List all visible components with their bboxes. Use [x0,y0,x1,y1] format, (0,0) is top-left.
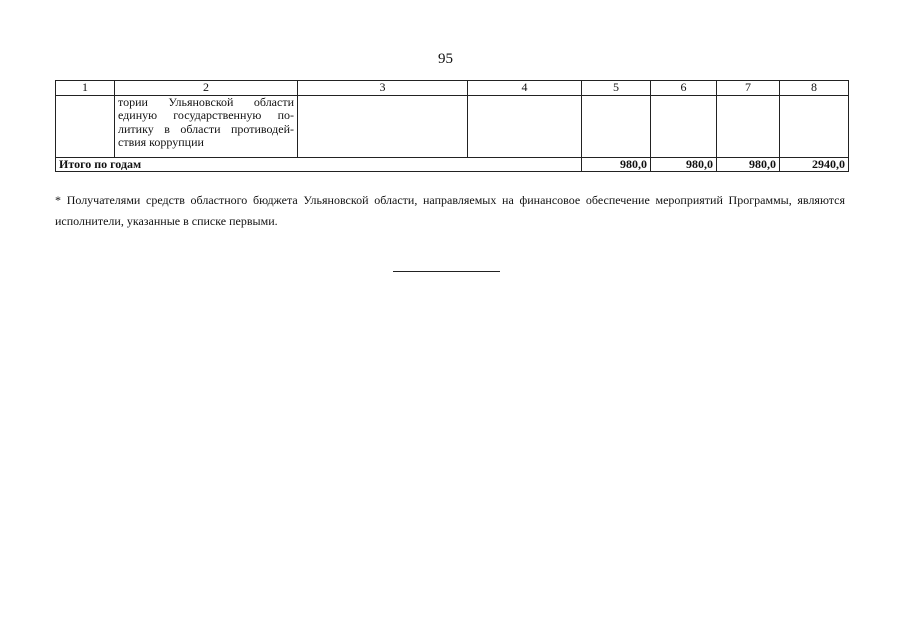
total-value: 2940,0 [780,157,849,172]
col-header: 2 [115,81,298,96]
col-header: 7 [717,81,780,96]
cell [780,95,849,157]
cell [468,95,582,157]
text-line: литику в области противодей- [118,121,294,136]
total-value: 980,0 [582,157,651,172]
col-header: 6 [651,81,717,96]
header-row [56,81,849,96]
text-line: тории Ульяновской области [118,94,294,109]
program-table [55,80,849,172]
cell [582,95,651,157]
total-label: Итого по годам [56,157,582,172]
text-line: единую государственную по- [118,108,294,122]
cell [717,95,780,157]
cell [56,95,115,157]
cell [651,95,717,157]
total-value: 980,0 [651,157,717,172]
page-number: 95 [438,51,453,67]
total-row [56,157,849,172]
text-line: ствия коррупции [118,135,204,149]
col-header: 5 [582,81,651,96]
separator-line [393,271,500,272]
col-header: 4 [468,81,582,96]
col-header: 3 [298,81,468,96]
footnote: * Получателями средств областного бюджета Ульяновской области, направляемых на финансовое обеспечение мероприятий Программы, являются исполнители, указанные в списке первыми. [55,193,845,228]
table-row [56,95,849,157]
description-cell [115,95,298,157]
col-header: 8 [780,81,849,96]
cell [298,95,468,157]
total-value: 980,0 [717,157,780,172]
col-header: 1 [56,81,115,96]
